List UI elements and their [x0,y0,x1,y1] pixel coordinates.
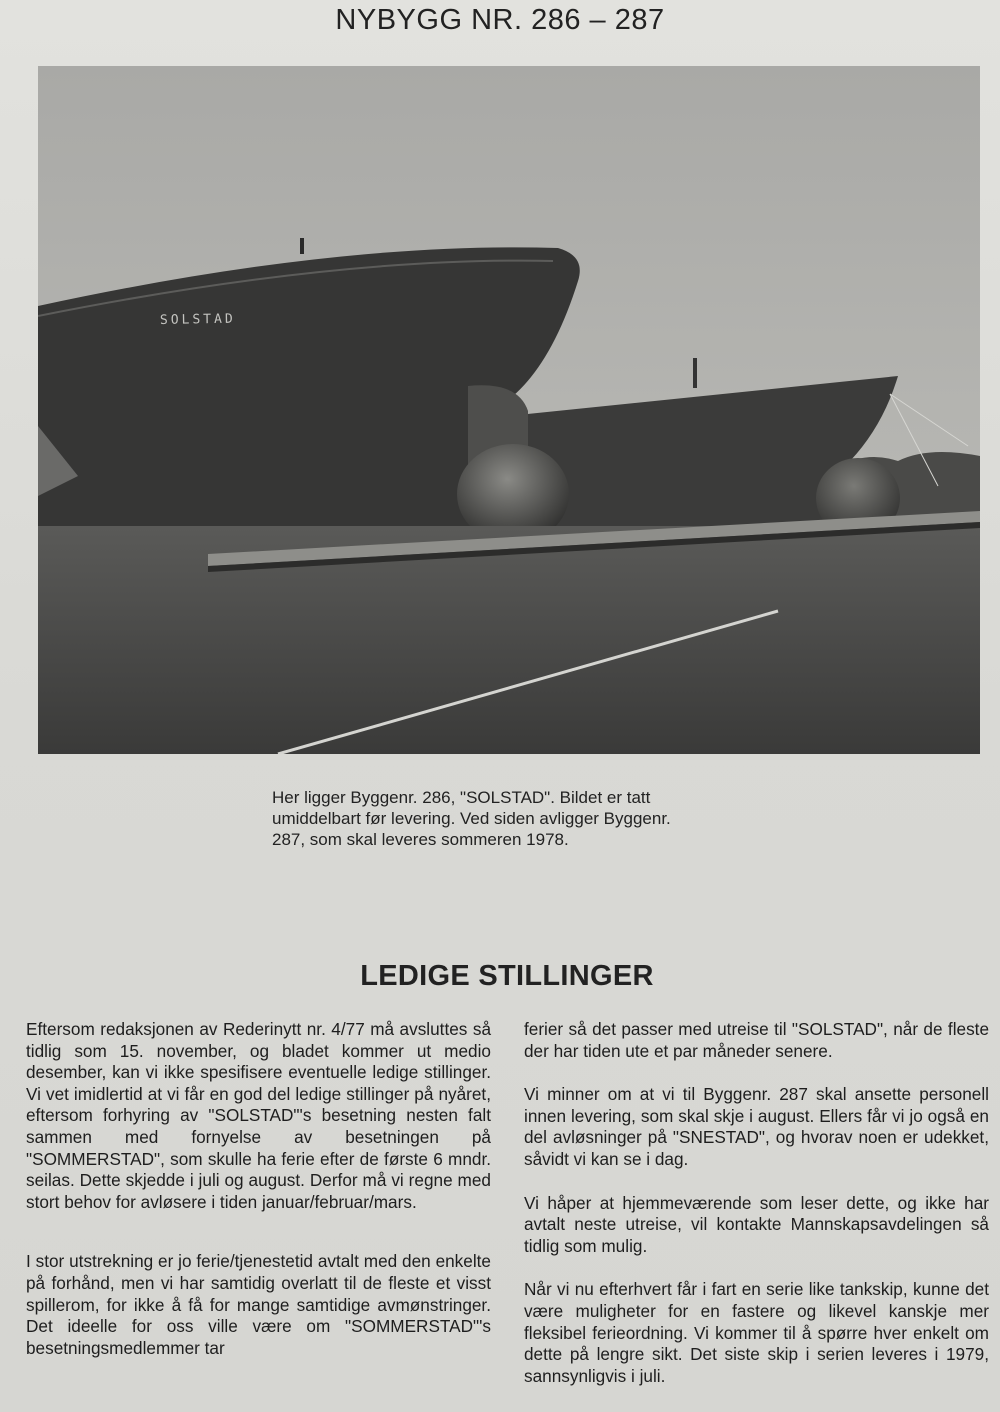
paragraph: Vi minner om at vi til Byggenr. 287 skal ansette personell innen levering, som skal skje i august. Ellers får vi jo også en del avløsninger på "SNESTAD", og hvorav noen er udekket, såvidt vi kan se i dag. [524,1084,989,1169]
photo-caption [272,787,772,850]
ships-photo [38,66,980,754]
left-column [26,1019,491,1381]
caption-line: 287, som skal leveres sommeren 1978. [272,830,569,849]
page-title: NYBYGG NR. 286 – 287 [335,4,665,36]
hull-lettering: SOLSTAD [159,311,236,328]
section-heading: LEDIGE STILLINGER [360,960,654,992]
paragraph: ferier så det passer med utreise til "SOLSTAD", når de fleste der har tiden ute et par måneder senere. [524,1019,989,1061]
paragraph: Når vi nu efterhvert får i fart en serie like tankskip, kunne det være muligheter for en fastere og likevel kanskje mer fleksibel ferieordning. Vi kommer til å spørre hver enkelt om dette på lengre sikt. Det siste skip i serien leveres i 1979, sannsynligvis i juli. [524,1279,989,1386]
caption-line: Her ligger Byggenr. 286, "SOLSTAD". Bildet er tatt [272,788,651,807]
paragraph: I stor utstrekning er jo ferie/tjenestetid avtalt med den enkelte på forhånd, men vi har samtidig overlatt til de fleste et visst spillerom, for ikke å få for mange samtidige avmønstringer. Det ideelle for oss ville være om "SOMMERSTAD"'s besetningsmedlemmer tar [26,1251,491,1358]
paragraph: Eftersom redaksjonen av Rederinytt nr. 4/77 må avsluttes så tidlig som 15. november, og bladet kommer ut medio desember, kan vi ikke spesifisere eventuelle ledige stillinger. Vi vet imidlertid at vi får en god del ledige stillinger på nyåret, eftersom forhyring av "SOLSTAD"'s besetning nesten falt sammen med fornyelse av besetningen på "SOMMERSTAD", som skulle ha ferie efter de første 6 mndr. seilas. Dette skjedde i juli og august. Derfor må vi regne med stort behov for avløsere i tiden januar/februar/mars. [26,1019,491,1212]
ships-photo-icon [38,66,980,754]
right-column [524,1019,989,1409]
caption-line: umiddelbart før levering. Ved siden avligger Byggenr. [272,809,671,828]
paragraph: Vi håper at hjemmeværende som leser dette, og ikke har avtalt neste utreise, vil kontakte Mannskapsavdelingen så tidlig som mulig. [524,1192,989,1256]
